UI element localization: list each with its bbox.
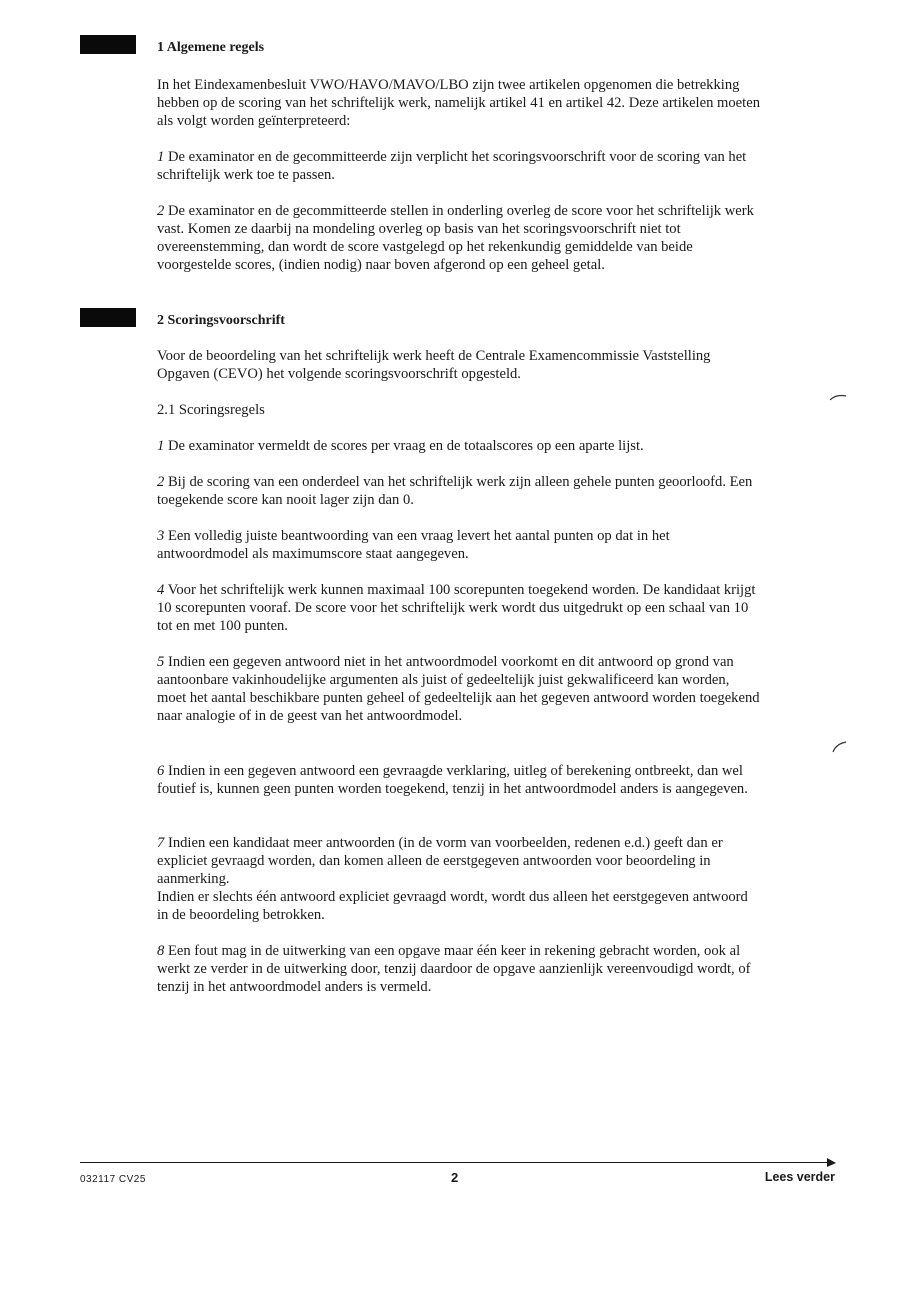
rule-number: 1 xyxy=(157,438,165,454)
rule-number: 6 xyxy=(157,763,165,779)
section-1-item-2 xyxy=(157,202,762,274)
section-1-title: 1 Algemene regels xyxy=(157,40,265,55)
rule-number: 5 xyxy=(157,654,165,670)
section-2-title: 2 Scoringsvoorschrift xyxy=(157,313,285,328)
rule-3 xyxy=(157,527,762,563)
item-text: De examinator en de gecommitteerde zijn verplicht het scoringsvoorschrift voor de scoring van het schriftelijk werk toe te passen. xyxy=(157,149,747,183)
rule-number: 3 xyxy=(157,528,165,544)
section-2-intro-text: Voor de beoordeling van het schriftelijk werk heeft de Centrale Examencommissie Vaststelling Opgaven (CEVO) het volgende scoringsvoorschrift opgesteld. xyxy=(157,348,711,382)
margin-mark-2 xyxy=(830,740,850,754)
rule-number: 2 xyxy=(157,474,165,490)
section-marker-1 xyxy=(80,35,136,54)
rule-8 xyxy=(157,942,762,996)
arrow-right-icon xyxy=(827,1158,836,1167)
rule-7 xyxy=(157,834,762,924)
section-marker-2 xyxy=(80,308,136,327)
item-number: 1 xyxy=(157,149,165,165)
rule-4 xyxy=(157,581,762,635)
rule-text: Voor het schriftelijk werk kunnen maximaal 100 scorepunten toegekend worden. De kandidaat krijgt 10 scorepunten vooraf. De score voor het schriftelijk werk wordt dus uitgedrukt op een schaal van 10 tot en met 100 punten. xyxy=(157,582,756,634)
rule-text: De examinator vermeldt de scores per vraag en de totaalscores op een aparte lijst. xyxy=(167,438,644,454)
item-number: 2 xyxy=(157,203,165,219)
rule-text: Een volledig juiste beantwoording van een vraag levert het aantal punten op dat in het antwoordmodel als maximumscore staat aangegeven. xyxy=(157,528,670,562)
document-code: 032117 CV25 xyxy=(80,1174,146,1185)
rule-text: Indien in een gegeven antwoord een gevraagde verklaring, uitleg of berekening ontbreekt, dan wel foutief is, kunnen geen punten worden toegekend, tenzij in het antwoordmodel anders is aangegeven. xyxy=(157,763,748,797)
continue-label: Lees verder xyxy=(764,1170,835,1184)
section-1-intro-text: In het Eindexamenbesluit VWO/HAVO/MAVO/LBO zijn twee artikelen opgenomen die betrekking hebben op de scoring van het schriftelijk werk, namelijk artikel 41 en artikel 42. Deze artikelen moeten als volgt worden geïnterpreteerd: xyxy=(157,77,760,129)
rule-text: Een fout mag in de uitwerking van een opgave maar één keer in rekening gebracht worden, ook al werkt ze verder in de uitwerking door, tenzij daardoor de opgave aanzienlijk vereenvoudigd wordt, of tenzij in het antwoordmodel anders is vermeld. xyxy=(157,943,751,995)
page-number: 2 xyxy=(451,1170,459,1185)
rule-5 xyxy=(157,653,762,725)
rule-number: 8 xyxy=(157,943,165,959)
rule-text: Indien een gegeven antwoord niet in het antwoordmodel voorkomt en dit antwoord op grond van aantoonbare vakinhoudelijke argumenten als juist of gedeeltelijk juist gekwalificeerd kan worden, moet het aantal beschikbare punten geheel of gedeeltelijk aan het gegeven antwoord worden toegekend naar analogie of in de geest van het antwoordmodel. xyxy=(157,654,760,724)
rule-7-extra: Indien er slechts één antwoord expliciet gevraagd wordt, wordt dus alleen het eerstgegeven antwoord in de beoordeling betrokken. xyxy=(157,889,748,923)
rule-text: Bij de scoring van een onderdeel van het schriftelijk werk zijn alleen gehele punten geoorloofd. Een toegekende score kan nooit lager zijn dan 0. xyxy=(157,474,753,508)
item-text: De examinator en de gecommitteerde stellen in onderling overleg de score voor het schriftelijk werk vast. Komen ze daarbij na mondeling overleg op basis van het scoringsvoorschrift niet tot overeenstemming, dan wordt de score vastgelegd op het rekenkundig gemiddelde van beide voorgestelde scores, (indien nodig) naar boven afgerond op een geheel getal. xyxy=(157,203,754,273)
rule-number: 4 xyxy=(157,582,165,598)
section-1-item-1 xyxy=(157,148,762,184)
section-2-subheading xyxy=(157,401,762,419)
rule-6 xyxy=(157,762,762,798)
margin-mark-1 xyxy=(828,392,848,402)
footer-rule xyxy=(80,1162,828,1163)
rule-2 xyxy=(157,473,762,509)
subheading-text: 2.1 Scoringsregels xyxy=(157,402,265,418)
section-2-intro xyxy=(157,347,762,383)
section-1-intro xyxy=(157,76,762,130)
rule-number: 7 xyxy=(157,835,165,851)
rule-1 xyxy=(157,437,762,455)
rule-text: Indien een kandidaat meer antwoorden (in de vorm van voorbeelden, redenen e.d.) geeft dan er expliciet gevraagd worden, dan komen alleen de eerstgegeven antwoorden voor beoordeling in aanmerking. xyxy=(157,835,723,887)
